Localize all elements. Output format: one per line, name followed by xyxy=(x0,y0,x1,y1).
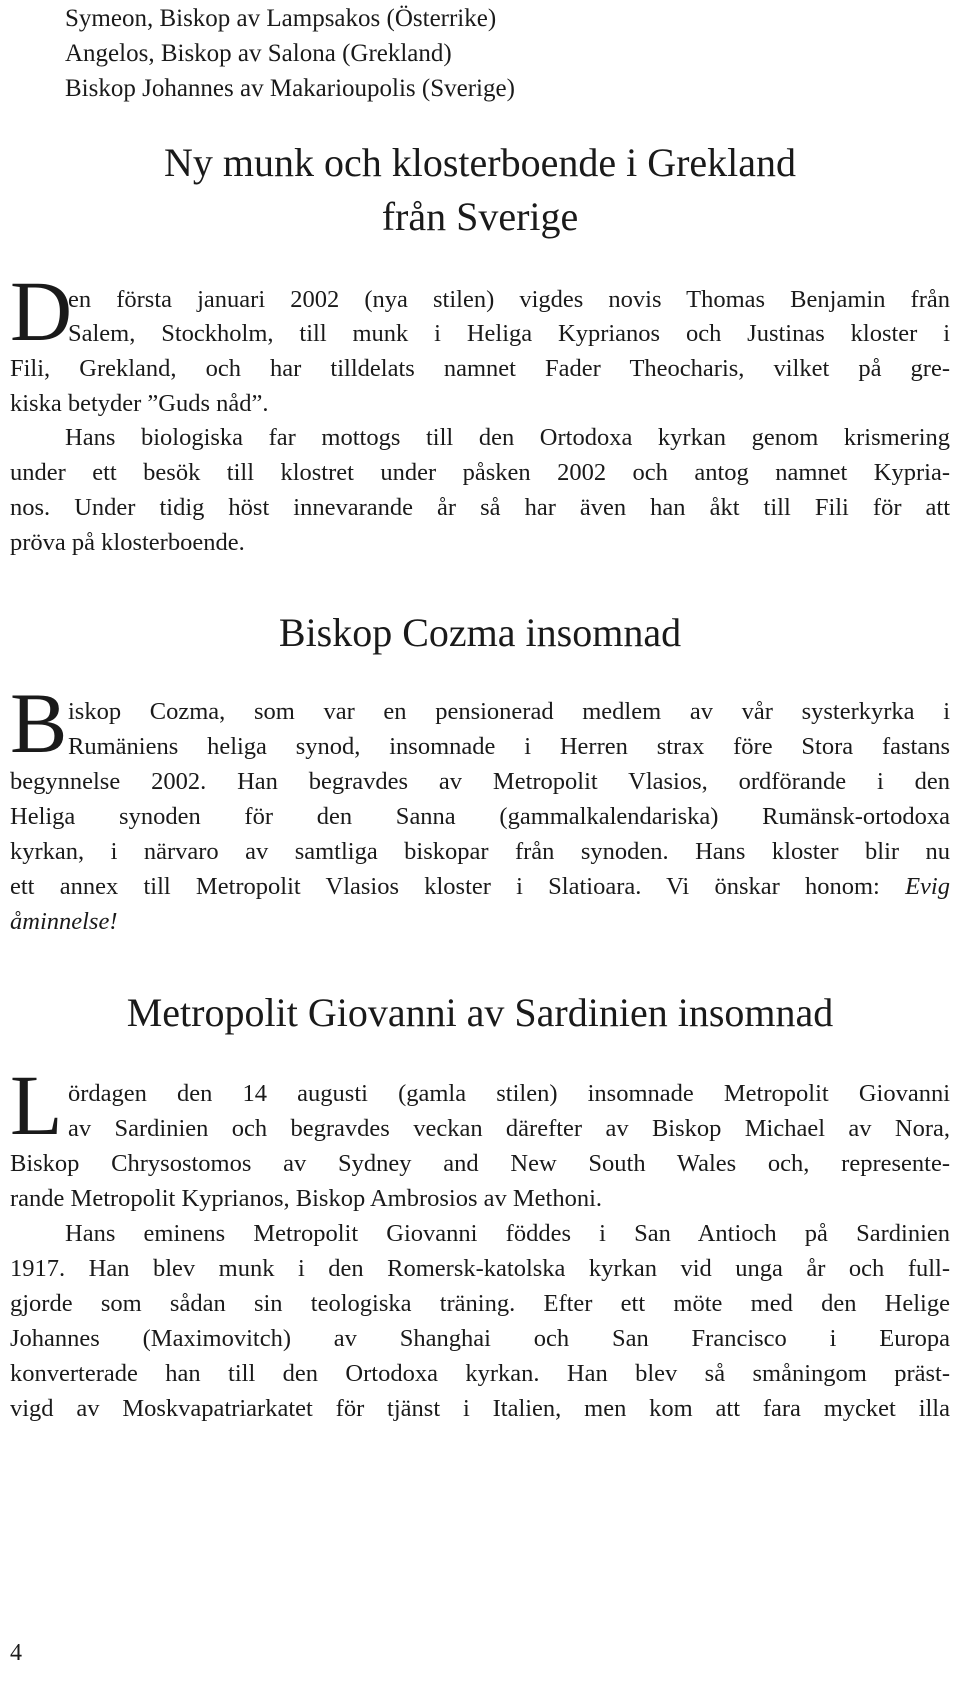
intro-line: Angelos, Biskop av Salona (Grekland) xyxy=(65,40,452,67)
text-line: ördagen den 14 augusti (gamla stilen) insomnade Metropolit Giovanni xyxy=(68,1080,950,1107)
text-line: rande Metropolit Kyprianos, Biskop Ambrosios av Methoni. xyxy=(10,1185,603,1212)
section-heading: Ny munk och klosterboende i Grekland xyxy=(163,140,797,185)
text-line: Johannes (Maximovitch) av Shanghai och San Francisco i Europa xyxy=(10,1325,950,1352)
text-line: Biskop Chrysostomos av Sydney and New South Wales och, represente- xyxy=(10,1150,950,1177)
text-line: nos. Under tidig höst innevarande år så har även han åkt till Fili för att xyxy=(10,494,950,521)
text-line: av Sardinien och begravdes veckan därefter av Biskop Michael av Nora, xyxy=(68,1115,950,1142)
text-line: iskop Cozma, som var en pensionerad medlem av vår systerkyrka i xyxy=(68,698,950,725)
text-line: Rumäniens heliga synod, insomnade i Herren strax före Stora fastans xyxy=(68,733,950,760)
text-line: Salem, Stockholm, till munk i Heliga Kyprianos och Justinas kloster i xyxy=(68,320,950,347)
text-line: under ett besök till klostret under påsken 2002 och antog namnet Kypria- xyxy=(10,459,950,486)
text-line: Hans biologiska far mottogs till den Ortodoxa kyrkan genom krismering xyxy=(65,424,950,451)
text-line: Heliga synoden för den Sanna (gammalkalendariska) Rumänsk-ortodoxa xyxy=(10,803,950,830)
italic-text: åminnelse! xyxy=(10,908,118,935)
text-line xyxy=(10,905,950,938)
text-line: kyrkan, i närvaro av samtliga biskopar från synoden. Hans kloster blir nu xyxy=(10,838,950,865)
text-line: vigd av Moskvapatriarkatet för tjänst i Italien, men kom att fara mycket illa xyxy=(10,1395,950,1422)
text-line: 1917. Han blev munk i den Romersk-katolska kyrkan vid unga år och full- xyxy=(10,1255,950,1282)
text-line: konverterade han till den Ortodoxa kyrkan. Han blev så småningom präst- xyxy=(10,1360,950,1387)
text-line: pröva på klosterboende. xyxy=(10,529,245,556)
section-heading: Metropolit Giovanni av Sardinien insomnad xyxy=(126,990,834,1035)
text-line xyxy=(10,870,950,903)
section-heading: från Sverige xyxy=(381,194,579,239)
section-heading: Biskop Cozma insomnad xyxy=(278,610,682,655)
text-line: en första januari 2002 (nya stilen) vigdes novis Thomas Benjamin från xyxy=(68,286,950,313)
drop-cap: B xyxy=(10,675,68,771)
text-line: Fili, Grekland, och har tilldelats namnet Fader Theocharis, vilket på gre- xyxy=(10,355,950,382)
text-line: gjorde som sådan sin teologiska träning. Efter ett möte med den Helige xyxy=(10,1290,950,1317)
intro-line: Biskop Johannes av Makarioupolis (Sverige) xyxy=(65,75,515,102)
text-line: begynnelse 2002. Han begravdes av Metropolit Vlasios, ordförande i den xyxy=(10,768,950,795)
text-line: kiska betyder ”Guds nåd”. xyxy=(10,390,269,417)
text-span: ett annex till Metropolit Vlasios kloster i Slatioara. Vi önskar honom: xyxy=(10,873,906,900)
intro-line: Symeon, Biskop av Lampsakos (Österrike) xyxy=(65,5,497,32)
text-line: Hans eminens Metropolit Giovanni föddes i San Antioch på Sardinien xyxy=(65,1220,950,1247)
drop-cap: D xyxy=(10,263,73,359)
italic-text: Evig xyxy=(905,873,950,900)
page-number: 4 xyxy=(10,1640,22,1666)
drop-cap: L xyxy=(10,1057,63,1153)
